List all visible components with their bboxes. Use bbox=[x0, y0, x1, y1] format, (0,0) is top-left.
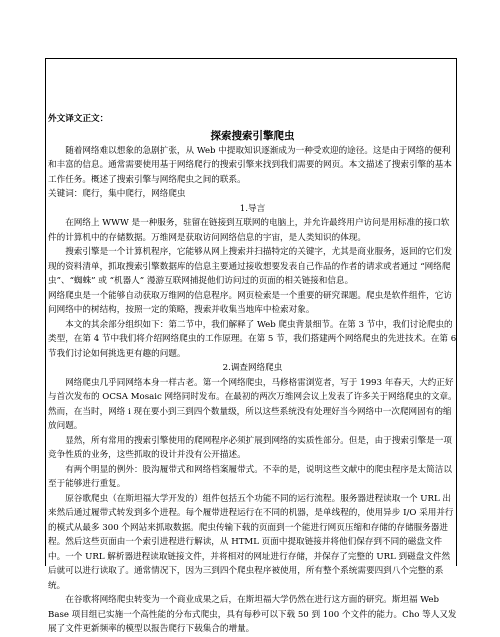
section-2-paragraph-2: 显然，所有常用的搜索引擎使用的爬网程序必须扩展到网络的实质性部分。但是，由于搜索引擎是一项竞争性质的业务，这些抓取的设计并没有公开描述。 bbox=[48, 435, 452, 460]
section-2-title: 2.调查网络爬虫 bbox=[222, 363, 283, 373]
section-label: 外文译文正文： bbox=[48, 114, 109, 124]
section-2-paragraph-4: 原谷歌爬虫（在斯坦福大学开发的）组件包括五个功能不同的运行流程。服务器进程读取一个 URL 出来然后通过履带式转发到多个进程。每个履带进程运行在不同的机器，是单线程的，使用异步 I/O 采用并行的模式从最多 300 个网站来抓取数据。爬虫传输下载的页面到一个能进行网页压缩和存储的存储服务器进程。然后这些页面由一个索引进程进行解读，从 HTML 页面中提取链接并将他们保存到不同的磁盘文件中。一个 URL 解析器进程读取链接文件，并将相对的网址进行存储，并保存了完整的 URL 到磁盘文件然后就可以进行读取了。通常情况下，因为三到四个爬虫程序被使用，所有整个系统需要四到八个完整的系统。 bbox=[48, 493, 454, 591]
section-1-paragraph-1: 在网络上 WWW 是一种服务，驻留在链接到互联网的电脑上，并允许最终用户访问是用标准的接口软件的计算机中的存储数据。万维网是获取访问网络信息的宇宙，是人类知识的体现。 bbox=[48, 218, 450, 243]
section-1-paragraph-3: 网络爬虫是一个能够自动获取万维网的信息程序。网页检索是一个重要的研究课题。爬虫是软件组件，它访问网络中的树结构，按照一定的策略，搜索并收集当地库中检索对象。 bbox=[48, 290, 452, 315]
section-1-title: 1.导言 bbox=[239, 203, 266, 214]
section-2-paragraph-5: 在谷歌将网络爬虫转变为一个商业成果之后，在斯坦福大学仍然在进行这方面的研究。斯坦福 Web Base 项目组已实施一个高性能的分布式爬虫，具有每秒可以下载 50 到 100 个文件的能力。Cho 等人又发展了文件更新频率的模型以报告爬行下载集合的增量。 bbox=[48, 595, 457, 634]
document-body bbox=[48, 112, 457, 637]
keywords-line: 关键词：爬行，集中爬行，网络爬虫 bbox=[48, 189, 186, 199]
section-1-paragraph-4: 本文的其余部分组织如下：第二节中，我们解释了 Web 爬虫背景细节。在第 3 节中，我们讨论爬虫的类型，在第 4 节中我们将介绍网络爬虫的工作原理。在第 5 节，我们搭建两个网络爬虫的先进技术。在第 6 节我们讨论如何挑选更有趣的问题。 bbox=[48, 319, 459, 359]
document-title: 探索搜索引擎爬虫 bbox=[210, 129, 295, 142]
section-2-paragraph-3: 有两个明显的例外：股沟履带式和网络档案履带式。不幸的是，说明这些文献中的爬虫程序是太简洁以至于能够进行重复。 bbox=[48, 464, 452, 489]
section-1-paragraph-2: 搜索引擎是一个计算机程序，它能够从网上搜索并扫描特定的关键字，尤其是商业服务，返回的它们发现的资料清单，抓取搜索引擎数据库的信息主要通过接收想要发表自己作品的作者的请求或者通过 “网络爬虫”、“蜘蛛” 或 “机器人” 漫游互联网捕捉他们访问过的页面的相关链接和信息。 bbox=[48, 247, 452, 286]
section-2-paragraph-1: 网络爬虫几乎同网络本身一样古老。第一个网络爬虫，马修格雷浏览者，写于 1993 年春天，大约正好与首次发布的 OCSA Mosaic 网络同时发布。在最初的两次万维网会议上发表了许多关于网络爬虫的文章。然而，在当时，网络 i 现在要小到三到四个数量级，所以这些系统没有处理好当今网络中一次爬网固有的缩放问题。 bbox=[48, 377, 457, 431]
abstract-paragraph: 随着网络难以想象的急剧扩张，从 Web 中提取知识逐渐成为一种受欢迎的途径。这是由于网络的便利和丰富的信息。通常需要使用基于网络爬行的搜索引擎来找到我们需要的网页。本文描述了搜索引擎的基本工作任务。概述了搜索引擎与网络爬虫之间的联系。 bbox=[48, 145, 452, 185]
